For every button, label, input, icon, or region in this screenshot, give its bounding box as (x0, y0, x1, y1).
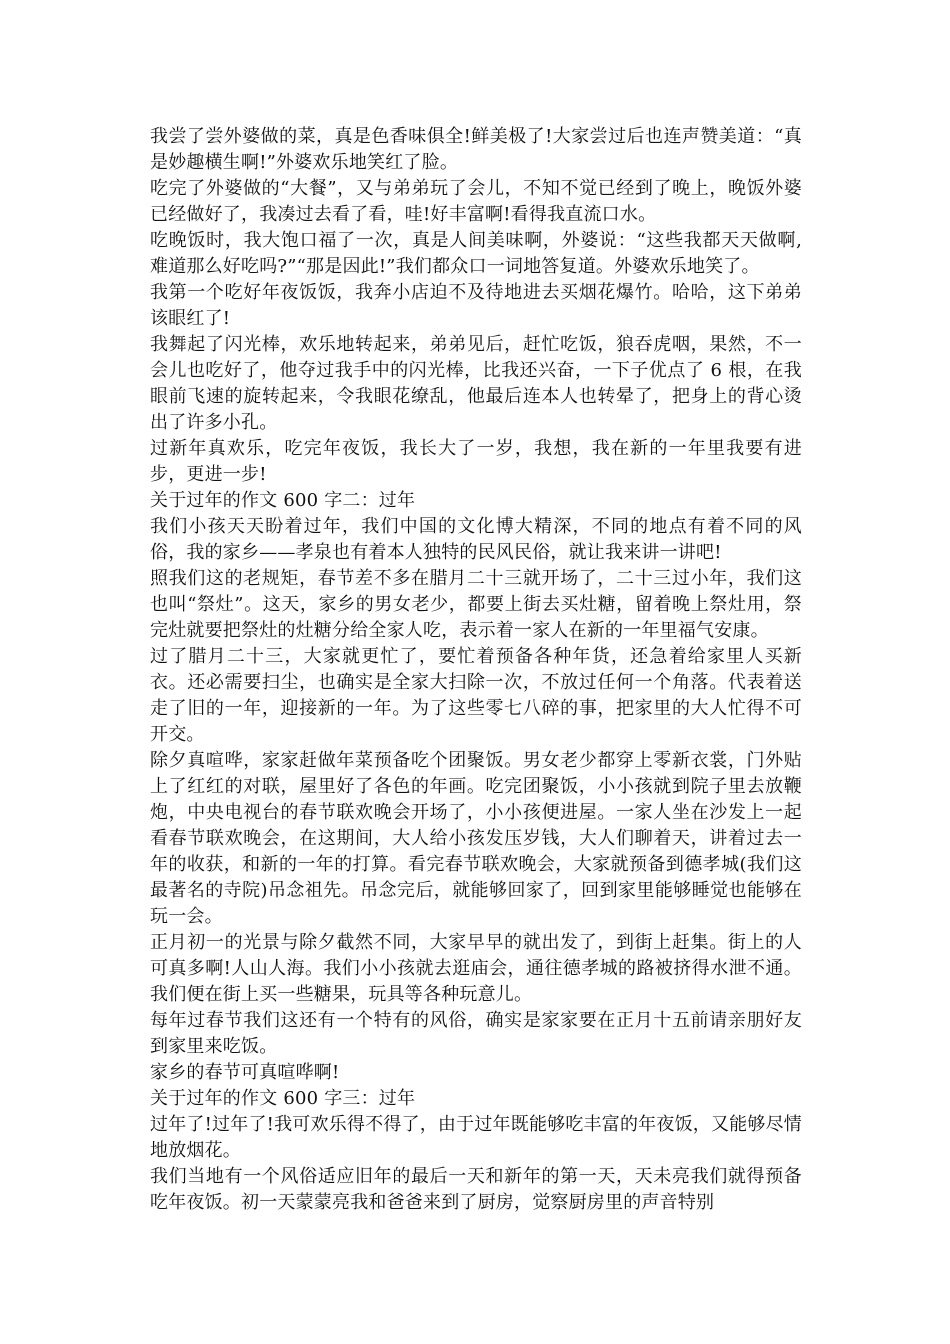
paragraph: 我们小孩天天盼着过年，我们中国的文化博大精深，不同的地点有着不同的风俗，我的家乡——孝泉也有着本人独特的民风民俗，就让我来讲一讲吧! (150, 516, 802, 563)
paragraph: 正月初一的光景与除夕截然不同，大家早早的就出发了，到街上赶集。街上的人可真多啊!人山人海。我们小小孩就去逛庙会，通往德孝城的路被挤得水泄不通。我们便在街上买一些糖果，玩具等各种玩意儿。 (150, 932, 802, 1005)
document-body (150, 124, 802, 1216)
paragraph: 家乡的春节可真喧哗啊! (150, 1062, 340, 1083)
paragraph: 除夕真喧哗，家家赶做年菜预备吃个团聚饭。男女老少都穿上零新衣裳，门外贴上了红红的对联，屋里好了各色的年画。吃完团聚饭，小小孩就到院子里去放鞭炮，中央电视台的春节联欢晚会开场了，小小孩便进屋。一家人坐在沙发上一起看春节联欢晚会，在这期间，大人给小孩发压岁钱，大人们聊着天，讲着过去一年的收获，和新的一年的打算。看完春节联欢晚会，大家就预备到德孝城(我们这最著名的寺院)吊念祖先。吊念完后，就能够回家了，回到家里能够睡觉也能够在玩一会。 (150, 750, 802, 927)
paragraph: 过年了!过年了!我可欢乐得不得了，由于过年既能够吃丰富的年夜饭，又能够尽情地放烟花。 (150, 1114, 802, 1161)
paragraph: 我尝了尝外婆做的菜，真是色香味俱全!鲜美极了!大家尝过后也连声赞美道：“真是妙趣横生啊!”外婆欢乐地笑红了脸。 (150, 126, 802, 173)
paragraph: 我舞起了闪光棒，欢乐地转起来，弟弟见后，赶忙吃饭，狼吞虎咽，果然，不一会儿也吃好了，他夺过我手中的闪光棒，比我还兴奋，一下子优点了 6 根，在我眼前飞速的旋转起来，令我眼花缭乱，他最后连本人也转晕了，把身上的背心烫出了许多小孔。 (150, 334, 802, 433)
section-heading: 关于过年的作文 600 字三：过年 (150, 1088, 416, 1109)
paragraph: 我第一个吃好年夜饭饭，我奔小店迫不及待地进去买烟花爆竹。哈哈，这下弟弟该眼红了! (150, 282, 802, 329)
paragraph: 我们当地有一个风俗适应旧年的最后一天和新年的第一天，天未亮我们就得预备吃年夜饭。初一天蒙蒙亮我和爸爸来到了厨房，觉察厨房里的声音特别 (150, 1166, 802, 1213)
paragraph: 照我们这的老规矩，春节差不多在腊月二十三就开场了，二十三过小年，我们这也叫“祭灶”。这天，家乡的男女老少，都要上街去买灶糖，留着晚上祭灶用，祭完灶就要把祭灶的灶糖分给全家人吃，表示着一家人在新的一年里福气安康。 (150, 568, 802, 641)
paragraph: 吃晚饭时，我大饱口福了一次，真是人间美味啊，外婆说：“这些我都天天做啊,难道那么好吃吗?”“那是因此!”我们都众口一词地答复道。外婆欢乐地笑了。 (150, 230, 802, 277)
paragraph: 每年过春节我们这还有一个特有的风俗，确实是家家要在正月十五前请亲朋好友到家里来吃饭。 (150, 1010, 802, 1057)
paragraph: 过新年真欢乐，吃完年夜饭，我长大了一岁，我想，我在新的一年里我要有进步，更进一步! (150, 438, 802, 485)
paragraph: 吃完了外婆做的“大餐”，又与弟弟玩了会儿，不知不觉已经到了晚上，晚饭外婆已经做好了，我凑过去看了看，哇!好丰富啊!看得我直流口水。 (150, 178, 802, 225)
paragraph: 过了腊月二十三，大家就更忙了，要忙着预备各种年货，还急着给家里人买新衣。还必需要扫尘，也确实是全家大扫除一次，不放过任何一个角落。代表着送走了旧的一年，迎接新的一年。为了这些零七八碎的事，把家里的大人忙得不可开交。 (150, 646, 802, 745)
section-heading: 关于过年的作文 600 字二：过年 (150, 490, 416, 511)
